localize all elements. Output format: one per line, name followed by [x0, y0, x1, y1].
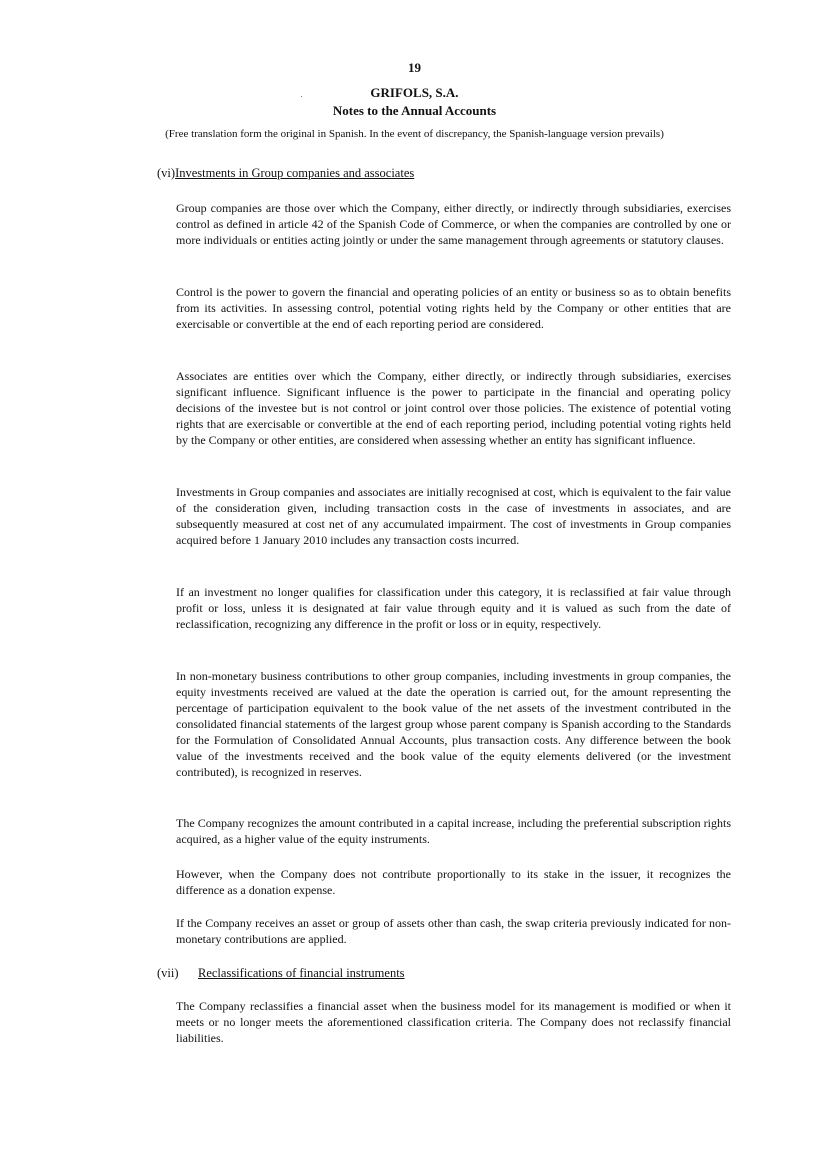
paragraph: If the Company receives an asset or group of assets other than cash, the swap criteria previously indicated for non-monetary contributions are applied. [176, 916, 731, 946]
section-heading-vi [157, 166, 414, 181]
paragraph: The Company reclassifies a financial asset when the business model for its management is modified or when it meets or no longer meets the aforementioned classification criteria. The Company does not reclassify financial liabilities. [176, 999, 731, 1045]
paragraph: However, when the Company does not contribute proportionally to its stake in the issuer, it recognizes the difference as a donation expense. [176, 867, 731, 897]
translation-disclaimer: (Free translation form the original in Spanish. In the event of discrepancy, the Spanish-language version prevails) [165, 128, 664, 140]
scan-speck [301, 96, 302, 97]
section-heading-vii [157, 966, 405, 981]
page-number: 19 [408, 60, 421, 75]
paragraph: If an investment no longer qualifies for classification under this category, it is reclassified at fair value through profit or loss, unless it is designated at fair value through equity and it is valued as such from the date of reclassification, recognizing any difference in the profit or loss or in equity, respectively. [176, 585, 731, 631]
paragraph: Investments in Group companies and associates are initially recognised at cost, which is equivalent to the fair value of the consideration given, including transaction costs in the case of investments in associates, and are subsequently measured at cost net of any accumulated impairment. The cost of investments in Group companies acquired before 1 January 2010 includes any transaction costs incurred. [176, 485, 731, 547]
paragraph: The Company recognizes the amount contributed in a capital increase, including the preferential subscription rights acquired, as a higher value of the equity instruments. [176, 816, 731, 846]
company-name: GRIFOLS, S.A. [370, 85, 459, 100]
section-title-vii: Reclassifications of financial instruments [198, 966, 405, 980]
section-number-vi: (vi) [157, 166, 176, 180]
paragraph: Associates are entities over which the Company, either directly, or indirectly through subsidiaries, exercises significant influence. Significant influence is the power to participate in the financial and operating policy decisions of the investee but is not control or joint control over those policies. The existence of potential voting rights that are exercisable or convertible at the end of each reporting period, including potential voting rights held by the Company or other entities, are considered when assessing whether an entity has significant influence. [176, 369, 731, 447]
section-number-vii: (vii) [157, 966, 179, 980]
section-title-vi: Investments in Group companies and associates [175, 166, 415, 180]
paragraph: Group companies are those over which the Company, either directly, or indirectly through subsidiaries, exercises control as defined in article 42 of the Spanish Code of Commerce, or when the companies are controlled by one or more individuals or entities acting jointly or under the same management through agreements or statutory clauses. [176, 201, 731, 247]
paragraph: In non-monetary business contributions to other group companies, including investments in group companies, the equity investments received are valued at the date the operation is carried out, for the amount representing the percentage of participation equivalent to the book value of the net assets of the investment contributed in the consolidated financial statements of the largest group whose parent company is Spanish according to the Standards for the Formulation of Consolidated Annual Accounts, plus transaction costs. Any difference between the book value of the investments received and the book value of the equity elements delivered (or the investment contributed), is recognized in reserves. [176, 669, 731, 779]
document-title: Notes to the Annual Accounts [332, 103, 497, 118]
paragraph: Control is the power to govern the financial and operating policies of an entity or business so as to obtain benefits from its activities. In assessing control, potential voting rights held by the Company or other entities that are exercisable or convertible at the end of each reporting period are considered. [176, 285, 731, 331]
